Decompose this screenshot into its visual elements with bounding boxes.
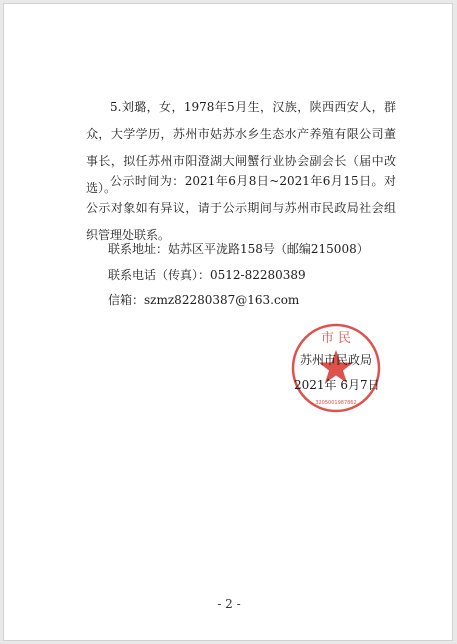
contact-email: 信箱：szmz82280387@163.com: [108, 293, 300, 307]
seal-top-text: 市 民: [320, 331, 352, 346]
signature-org: 苏州市民政局: [300, 353, 373, 367]
contact-address: 联系地址：姑苏区平泷路158号（邮编215008）: [108, 242, 369, 256]
signature-date: 2021年 6月7日: [294, 378, 380, 392]
page-number: - 2 -: [217, 597, 241, 611]
person-paragraph: 5.刘璐，女，1978年5月生，汉族，陕西西安人，群众，大学学历，苏州市姑苏水乡生态水产养殖有限公司董事长，拟任苏州市阳澄湖大闸蟹行业协会副会长（届中改选）。: [86, 100, 396, 195]
contact-phone: 联系电话（传真）：0512-82280389: [108, 268, 306, 282]
seal-serial-text: 3205001987862: [315, 400, 357, 406]
notice-paragraph: 公示时间为：2021年6月8日~2021年6月15日。对公示对象如有异议，请于公示期间与苏州市民政局社会组织管理处联系。: [86, 174, 396, 242]
document-page: [3, 3, 453, 641]
official-seal: [290, 322, 382, 414]
